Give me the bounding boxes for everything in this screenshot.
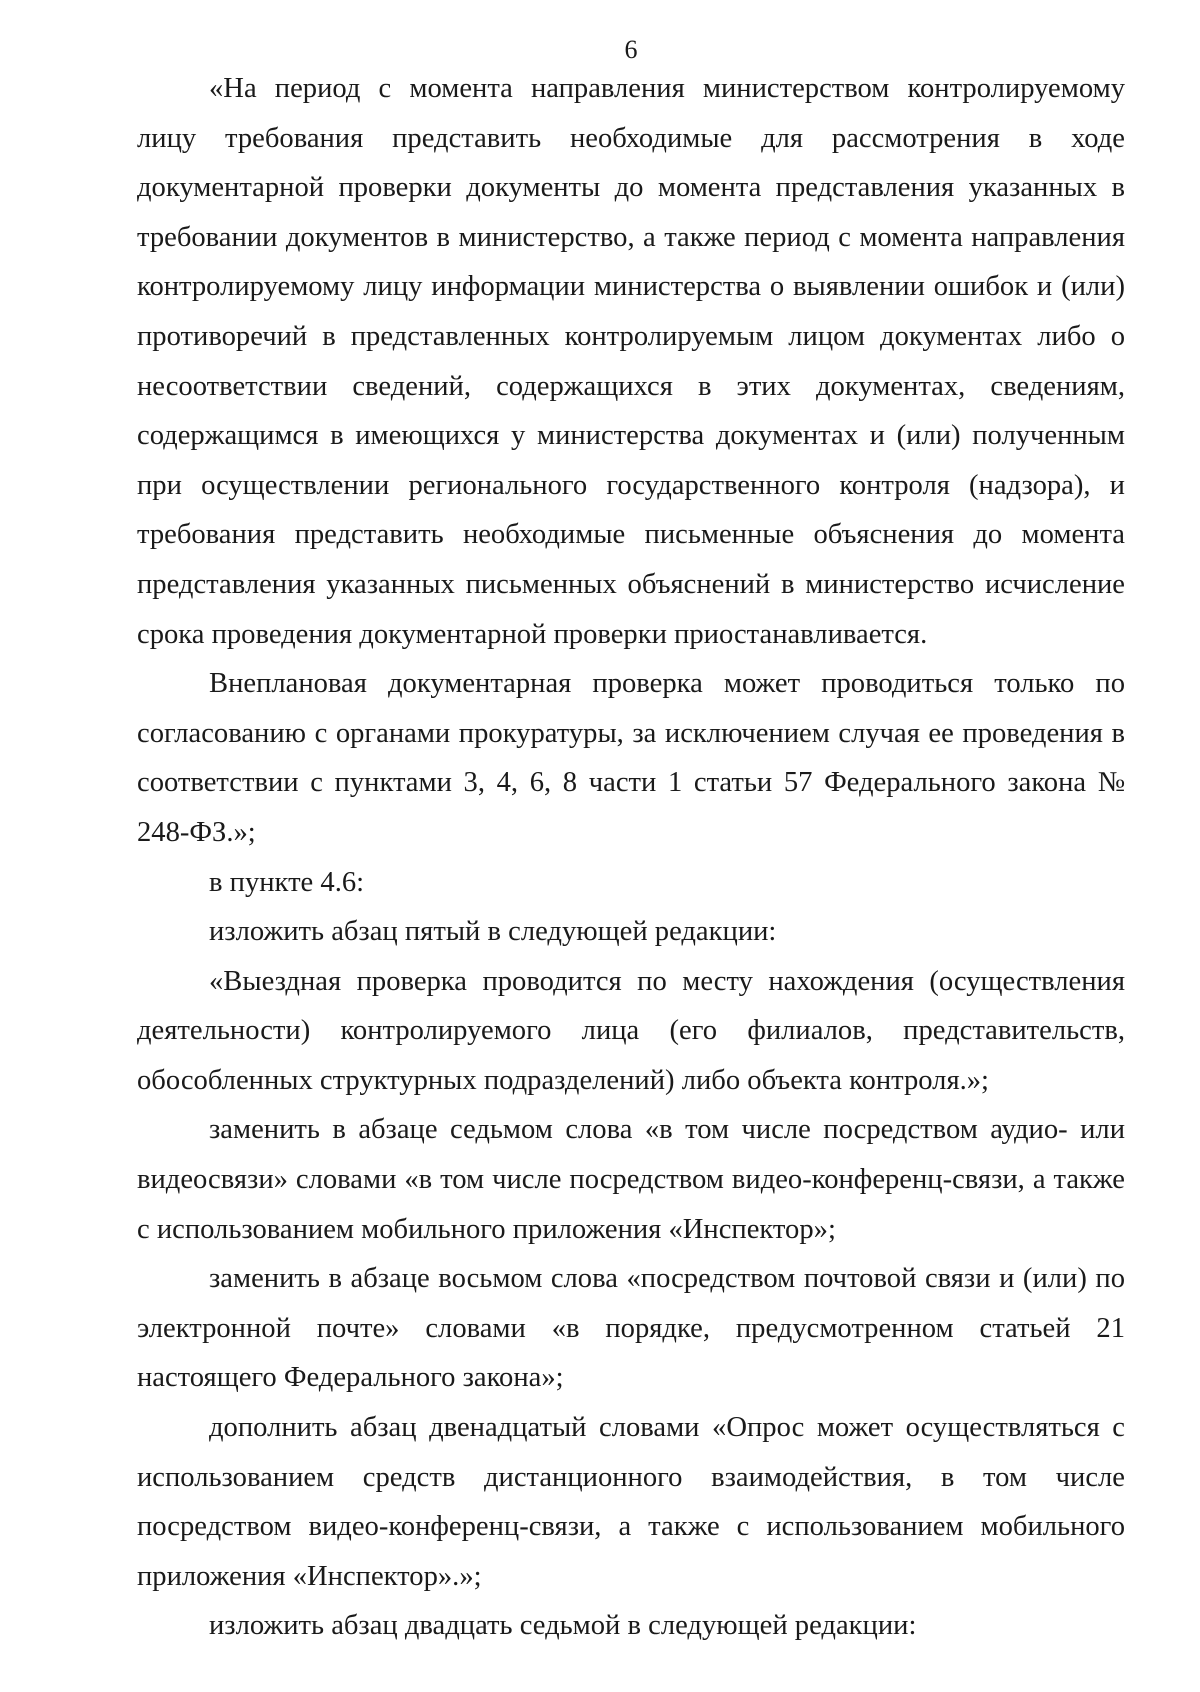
paragraph-twenty-seventh-abzac: изложить абзац двадцать седьмой в следующей редакции: bbox=[209, 1610, 917, 1642]
paragraph-eighth-abzac: заменить в абзаце восьмом слова «посредством почтовой связи и (или) по электронной почте» словами «в порядке, предусмотренном статьей 21 настоящего Федерального закона»; bbox=[137, 1263, 1125, 1394]
page-number: 6 bbox=[624, 35, 638, 64]
paragraph-unscheduled-inspection: Внеплановая документарная проверка может проводиться только по согласованию с органами прокуратуры, за исключением случая ее проведения в соответствии с пунктами 3, 4, 6, 8 части 1 статьи 57 Федерального закона № 248-ФЗ.»; bbox=[137, 668, 1125, 848]
paragraph-suspension-period: «На период с момента направления министерством контролируемому лицу требования представить необходимые для рассмотрения в ходе документарной проверки документы до момента представления указанных в требовании документов в министерство, а также период с момента направления контролируемому лицу информации министерства о выявлении ошибок и (или) противоречий в представленных контролируемым лицом документах либо о несоответствии сведений, содержащихся в этих документах, сведениям, содержащимся в имеющихся у министерства документах и (или) полученным при осуществлении регионального государственного контроля (надзора), и требования представить необходимые письменные объяснения до момента представления указанных письменных объяснений в министерство исчисление срока проведения документарной проверки приостанавливается. bbox=[137, 73, 1125, 650]
paragraph-twelfth-abzac: дополнить абзац двенадцатый словами «Опрос может осуществляться с использованием средств дистанционного взаимодействия, в том числе посредством видео-конференц-связи, а также с использованием мобильного приложения «Инспектор».»; bbox=[137, 1412, 1125, 1592]
paragraph-onsite-inspection: «Выездная проверка проводится по месту нахождения (осуществления деятельности) контролируемого лица (его филиалов, представительств, обособленных структурных подразделений) либо объекта контроля.»; bbox=[137, 965, 1125, 1096]
paragraph-clause-4-6: в пункте 4.6: bbox=[209, 866, 365, 898]
paragraph-seventh-abzac: заменить в абзаце седьмом слова «в том числе посредством аудио- или видеосвязи» словами «в том числе посредством видео-конференц-связи, а также с использованием мобильного приложения «Инспектор»; bbox=[137, 1114, 1125, 1245]
document-body bbox=[137, 64, 1125, 1651]
paragraph-fifth-abzac: изложить абзац пятый в следующей редакции: bbox=[209, 916, 777, 948]
